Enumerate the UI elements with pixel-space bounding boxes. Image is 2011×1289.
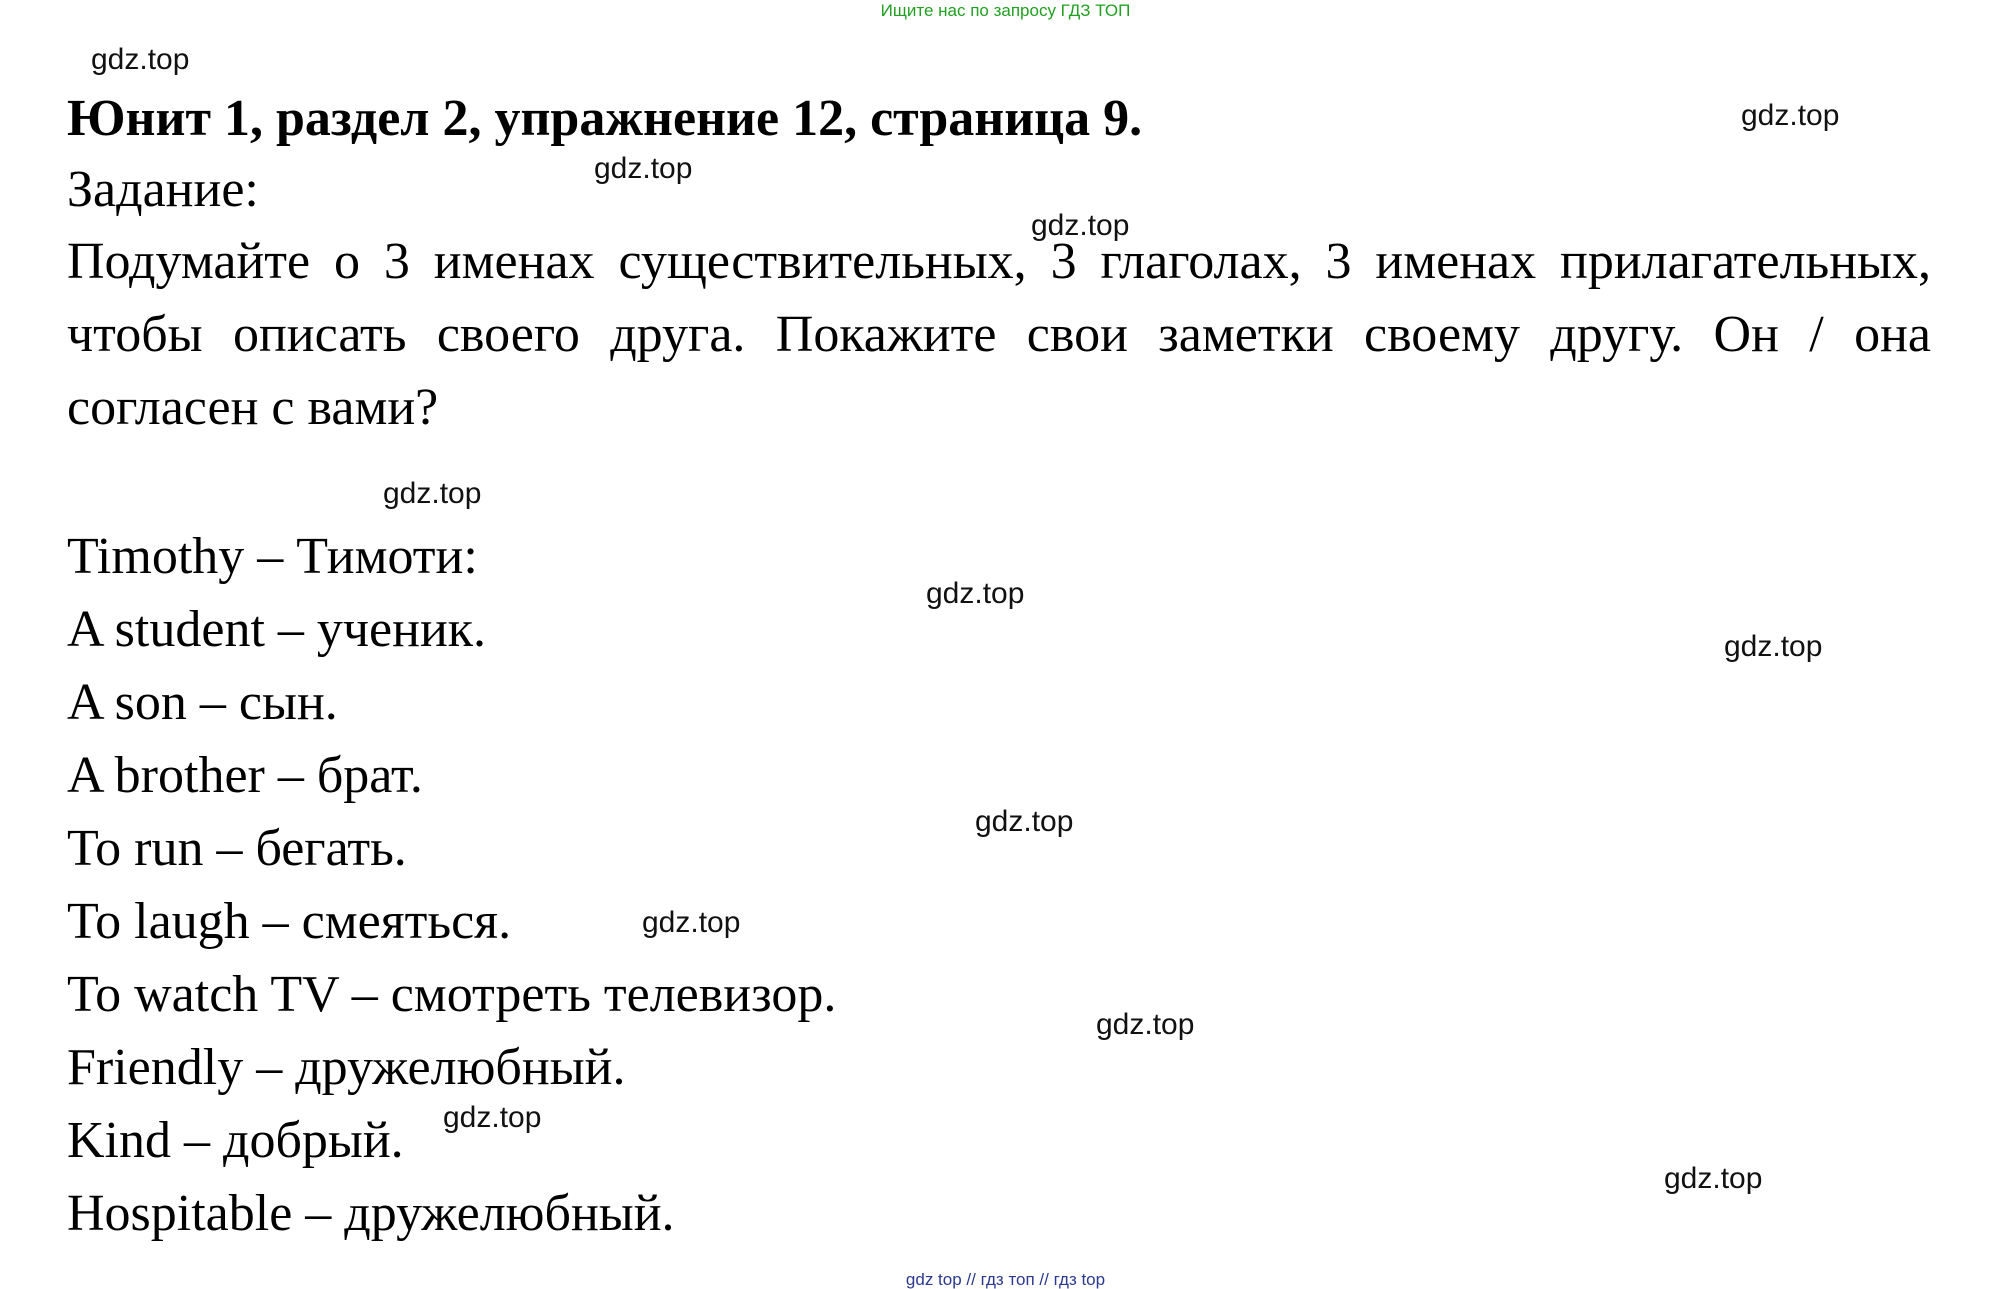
answer-line: Friendly – дружелюбный. [67,1039,626,1096]
watermark: gdz.top [1031,209,1130,242]
watermark: gdz.top [1096,1008,1195,1041]
footer-links[interactable]: gdz top // гдз топ // гдз top [905,1270,1106,1289]
page-title: Юнит 1, раздел 2, упражнение 12, страница 9. [67,90,1143,147]
answer-list [67,520,836,1250]
answer-line: Kind – добрый. [67,1112,404,1169]
watermark: gdz.top [642,906,741,939]
answer-line: A brother – брат. [67,747,423,804]
watermark: gdz.top [975,805,1074,838]
watermark: gdz.top [1741,99,1840,132]
answer-line: To laugh – смеяться. [67,893,512,950]
answer-line: Hospitable – дружелюбный. [67,1185,675,1242]
answer-line: A son – сын. [67,674,338,731]
watermark: gdz.top [594,152,693,185]
answer-line: To run – бегать. [67,820,407,877]
watermark: gdz.top [926,577,1025,610]
answer-line: Timothy – Тимоти: [67,528,478,585]
watermark: gdz.top [91,43,190,76]
watermark: gdz.top [1664,1162,1763,1195]
watermark: gdz.top [383,477,482,510]
task-text: Подумайте о 3 именах существительных, 3 глаголах, 3 именах прилагательных, чтобы описать своего друга. Покажите свои заметки своему другу. Он / она согласен с вами? [67,233,1931,436]
task-label: Задание: [67,161,259,218]
watermark: gdz.top [443,1101,542,1134]
answer-line: A student – ученик. [67,601,487,658]
watermark: gdz.top [1724,630,1823,663]
answer-line: To watch TV – смотреть телевизор. [67,966,837,1023]
search-banner[interactable]: Ищите нас по запросу ГДЗ ТОП [880,1,1131,20]
